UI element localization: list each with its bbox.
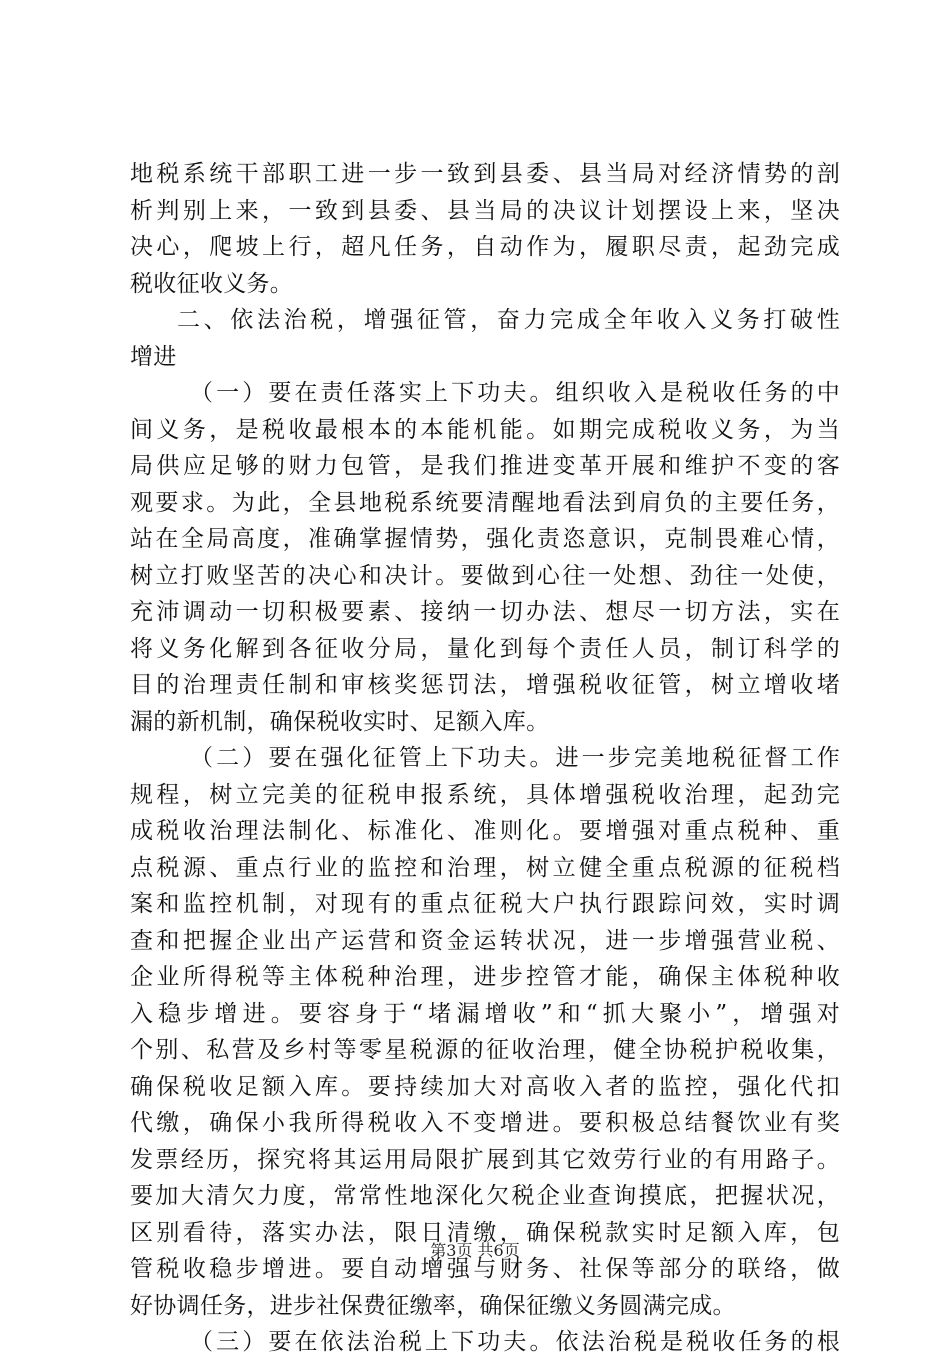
text-line: 规程，树立完美的征税申报系统，具体增强税收治理，起劲完 xyxy=(130,781,840,808)
text-line: 入稳步增进。要容身于“堵漏增收”和“抓大聚小”，增强对 xyxy=(130,1000,840,1027)
text-line: 企业所得税等主体税种治理，进步控管才能，确保主体税种收 xyxy=(130,964,840,990)
text-line: 间义务，是税收最根本的本能机能。如期完成税收义务，为当 xyxy=(130,416,840,443)
text-line: 目的治理责任制和审核奖惩罚法，增强税收征管，树立增收堵 xyxy=(130,672,840,698)
text-line: （一）要在责任落实上下功夫。组织收入是税收任务的中 xyxy=(190,380,840,406)
text-line: 区别看待，落实办法，限日清缴，确保税款实时足额入库，包 xyxy=(130,1219,840,1246)
text-line: 查和把握企业出产运营和资金运转状况，进一步增强营业税、 xyxy=(130,927,840,954)
text-line: 代缴，确保小我所得税收入不变增进。要积极总结餐饮业有奖 xyxy=(130,1110,840,1136)
text-line: 局供应足够的财力包管，是我们推进变革开展和维护不变的客 xyxy=(130,453,840,479)
text-line: 管税收稳步增进。要自动增强与财务、社保等部分的联络，做 xyxy=(130,1256,840,1282)
text-line: 析判别上来，一致到县委、县当局的决议计划摆设上来，坚决 xyxy=(130,197,840,224)
text-line: 观要求。为此，全县地税系统要清醒地看法到肩负的主要任务， xyxy=(130,489,840,516)
text-line: 充沛调动一切积极要素、接纳一切办法、想尽一切方法，实在 xyxy=(130,599,840,625)
text-line: 漏的新机制，确保税收实时、足额入库。 xyxy=(130,708,550,735)
text-line: 点税源、重点行业的监控和治理，树立健全重点税源的征税档 xyxy=(130,854,840,881)
text-line: 决心，爬坡上行，超凡任务，自动作为，履职尽责，起劲完成 xyxy=(130,234,840,260)
body-text xyxy=(130,156,840,1361)
text-line: 成税收治理法制化、标准化、准则化。要增强对重点税种、重 xyxy=(130,818,840,844)
section-heading-line: 二、依法治税，增强征管，奋力完成全年收入义务打破性 xyxy=(177,307,840,333)
text-line: 发票经历，探究将其运用局限扩展到其它效劳行业的有用路子。 xyxy=(130,1146,840,1173)
text-line: 好协调任务，进步社保费征缴率，确保征缴义务圆满完成。 xyxy=(130,1292,736,1319)
text-line: （三）要在依法治税上下功夫。依法治税是税收任务的根 xyxy=(190,1329,840,1355)
page-number-footer: 第3页 共6页 xyxy=(430,1241,520,1260)
text-line: 站在全局高度，准确掌握情势，强化责恣意识，克制畏难心情， xyxy=(130,526,840,552)
text-line: 个别、私营及乡村等零星税源的征收治理，健全协税护税收集， xyxy=(130,1037,840,1063)
text-line: 案和监控机制，对现有的重点征税大户执行跟踪问效，实时调 xyxy=(130,891,840,917)
text-line: 地税系统干部职工进一步一致到县委、县当局对经济情势的剖 xyxy=(130,161,840,187)
text-line: 要加大清欠力度，常常性地深化欠税企业查询摸底，把握状况， xyxy=(130,1183,840,1209)
text-line: （二）要在强化征管上下功夫。进一步完美地税征督工作 xyxy=(190,745,840,771)
section-heading-line: 增进 xyxy=(130,343,177,370)
text-line: 树立打败坚苦的决心和决计。要做到心往一处想、劲往一处使， xyxy=(130,562,840,589)
text-line: 税收征收义务。 xyxy=(130,270,294,297)
text-line: 确保税收足额入库。要持续加大对高收入者的监控，强化代扣 xyxy=(130,1073,840,1100)
text-line: 将义务化解到各征收分局，量化到每个责任人员，制订科学的 xyxy=(130,635,840,662)
